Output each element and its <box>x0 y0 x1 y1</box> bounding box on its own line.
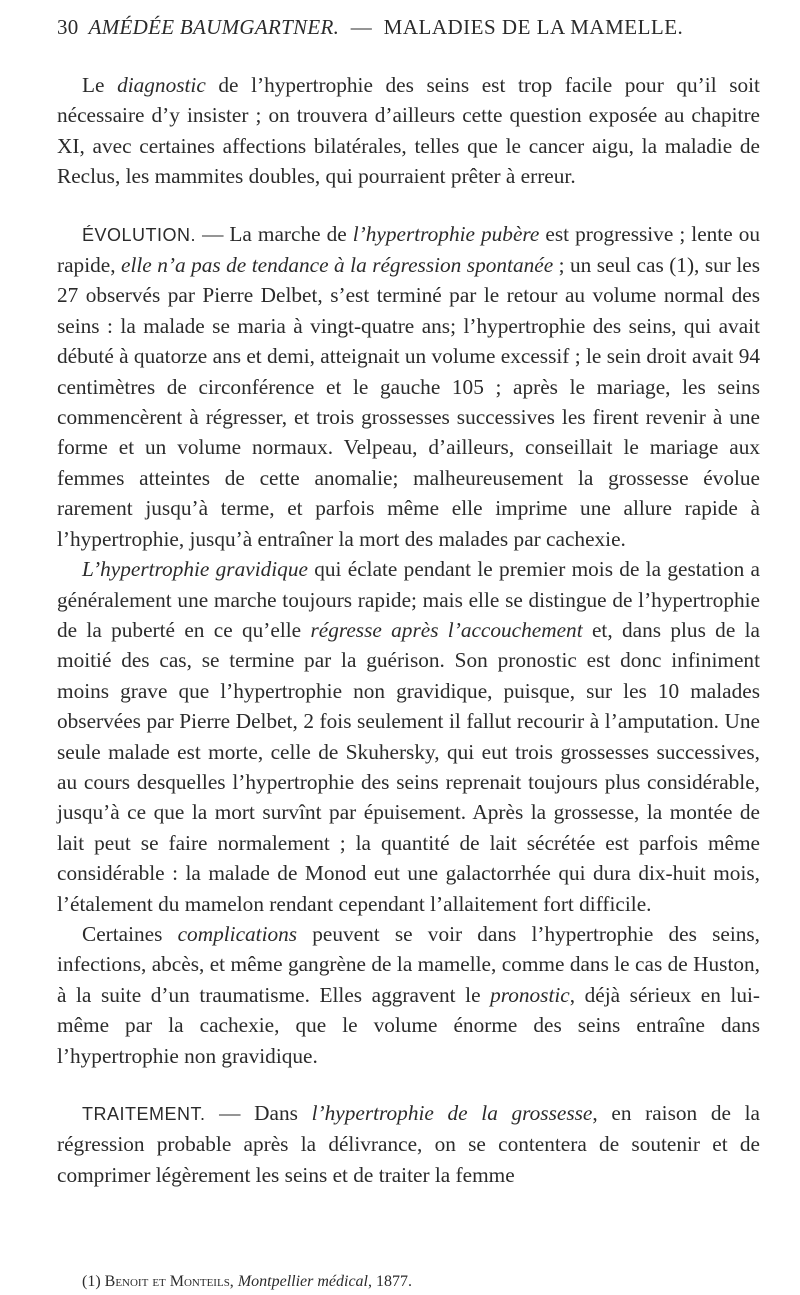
section-heading-evolution: ÉVOLUTION. <box>82 224 197 245</box>
text-run: est progressive ; lente ou rapide, <box>57 221 760 278</box>
text-run: — La marche de <box>196 221 353 246</box>
italic-run: complications <box>177 921 298 946</box>
paragraph-traitement <box>57 1098 760 1190</box>
text-run: peuvent se voir dans l’hypertrophie des seins, infections, abcès, et même gangrène de la mamelle, comme dans le cas de Huston, à la suite d’un traumatisme. Elles aggravent le <box>57 921 760 1007</box>
italic-run: régresse après l’accouchement <box>310 617 583 642</box>
text-run: Certaines <box>82 921 178 946</box>
italic-run: diagnostic <box>117 73 206 97</box>
text-run: et, dans plus de la moitié des cas, se termine par la guérison. Son pronostic est donc infiniment moins grave que l’hypertrophie non gravidique, puisque, sur les 10 malades observées par Pierre Delbet, 2 fois seulement il fallut recourir à l’amputation. Une seule malade est morte, celle de Skuhersky, qui eut trois grossesses successives, au cours desquelles l’hypertrophie des seins reprenait toujours plus considérable, jusqu’à ce que la mort survînt par épuisement. Après la grossesse, la montée de lait peut se faire normalement ; la quantité de lait sécrétée est parfois même considérable : la malade de Monod eut une galactorrhée qui dura dix-huit mois, l’étalement du mamelon rendant cependant l’allaitement fort difficile. <box>57 617 760 916</box>
italic-run: l’hypertrophie de la grossesse <box>311 1101 593 1125</box>
footnote <box>82 1273 760 1291</box>
paragraph-evolution <box>57 219 760 554</box>
text-run: Le <box>82 73 118 97</box>
footnote-year: , 1877. <box>368 1273 412 1290</box>
page-number: 30 <box>57 15 79 39</box>
section-heading-traitement: TRAITEMENT. <box>82 1104 206 1124</box>
body-text <box>57 70 760 1190</box>
italic-run: l’hypertrophie pubère <box>352 221 540 246</box>
header-author: AMÉDÉE BAUMGARTNER. <box>88 15 340 39</box>
text-run: qui éclate pendant le premier mois de la gestation a généralement une marche toujours rapide; mais elle se distingue de l’hypertrophie de la puberté en ce qu’elle <box>57 557 760 642</box>
italic-run: elle n’a pas de tendance à la régression spontanée <box>121 253 554 278</box>
italic-run: L’hypertrophie gravidique <box>82 557 308 582</box>
paragraph-diagnostic <box>57 70 760 192</box>
text-run: de l’hypertrophie des seins est trop facile pour qu’il soit nécessaire d’y insister ; on trouvera d’ailleurs cette question exposée au chapitre XI, avec certaines affections bilatérales, telles que le cancer aigu, la maladie de Reclus, les mammites doubles, qui pourraient prêter à erreur. <box>57 73 760 189</box>
text-run: — Dans <box>205 1101 312 1125</box>
footnote-journal: Montpellier médical <box>237 1273 368 1290</box>
text-run: , déjà sérieux en lui-même par la cachexie, que le volume énorme des seins entraîne dans l’hypertrophie non gravidique. <box>57 982 760 1068</box>
footnote-marker: (1) <box>82 1273 105 1290</box>
paragraph-complications <box>57 919 760 1071</box>
running-header <box>57 15 704 40</box>
header-dash: — <box>350 15 373 39</box>
footnote-authors: Benoit et Monteils, <box>104 1273 234 1290</box>
text-run: ; un seul cas (1), sur les 27 observés par Pierre Delbet, s’est terminé par le retour au volume normal des seins : la malade se maria à vingt-quatre ans; l’hypertrophie des seins, qui avait débuté à quatorze ans et demi, atteignait un volume excessif ; le sein droit avait 94 centimètres de circonférence et le gauche 105 ; après le mariage, les seins commencèrent à régresser, et trois grossesses successives les firent revenir à une forme et un volume normaux. Velpeau, d’ailleurs, conseillait le mariage aux femmes atteintes de cette anomalie; malheureusement la grossesse évolue rarement jusqu’à terme, et parfois même elle imprime une allure rapide à l’hypertrophie, jusqu’à entraîner la mort des malades par cachexie. <box>57 253 760 551</box>
header-title: MALADIES DE LA MAMELLE. <box>383 15 684 39</box>
paragraph-gravidique <box>57 554 760 919</box>
italic-run: pronostic <box>490 982 570 1007</box>
text-run: , en raison de la régression probable après la délivrance, on se contentera de soutenir et de comprimer légèrement les seins et de traiter la femme <box>57 1101 761 1187</box>
